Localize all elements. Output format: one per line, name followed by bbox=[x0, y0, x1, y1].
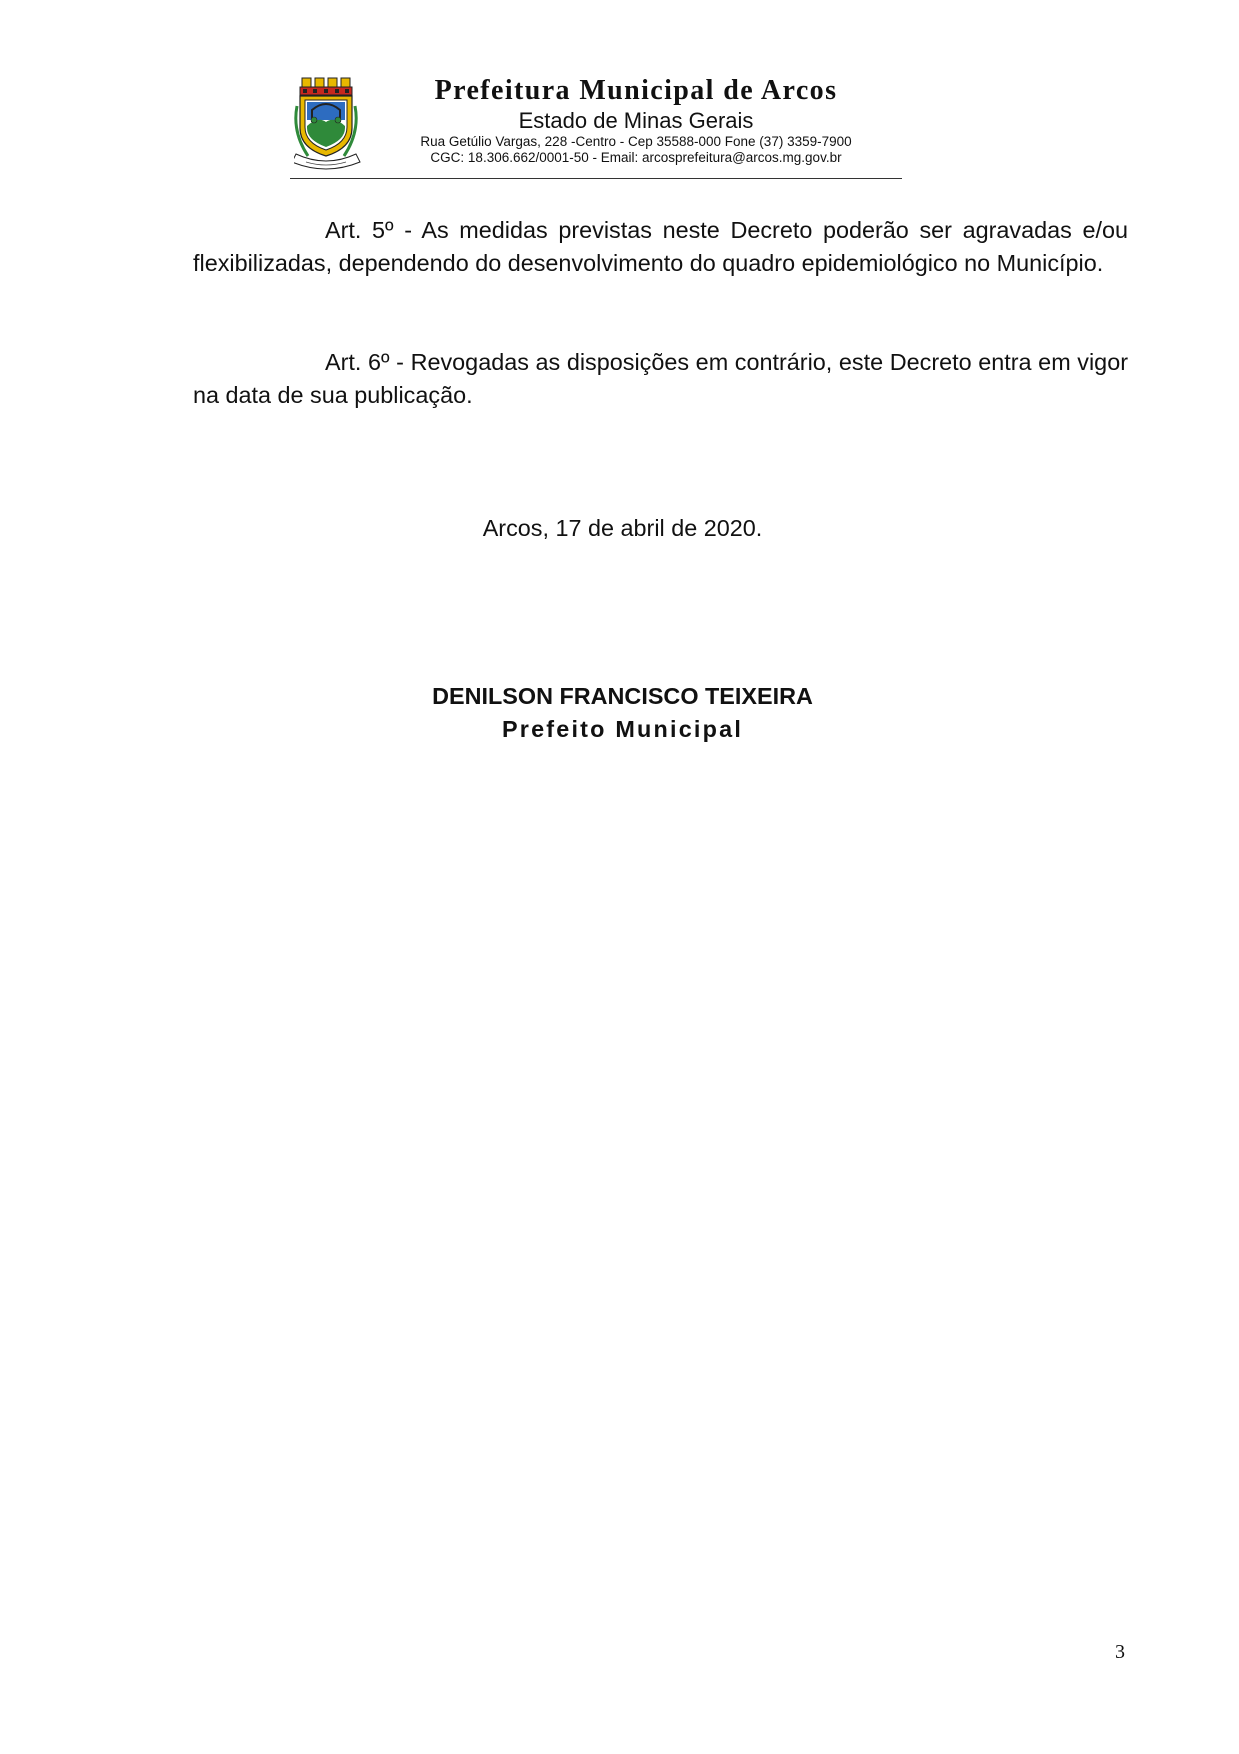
letterhead-text bbox=[370, 76, 902, 166]
municipal-coat-of-arms-icon bbox=[294, 76, 364, 174]
signatory-name: DENILSON FRANCISCO TEIXEIRA bbox=[432, 683, 813, 709]
article-5-text: Art. 5º - As medidas previstas neste Decreto poderão ser agravadas e/ou flexibilizadas, dependendo do desenvolvimento do quadro epidemiológico no Município. bbox=[193, 217, 1128, 276]
place-and-date: Arcos, 17 de abril de 2020. bbox=[482, 515, 763, 541]
letterhead-address: Rua Getúlio Vargas, 228 -Centro - Cep 35588-000 Fone (37) 3359-7900 bbox=[420, 134, 852, 149]
article-5-paragraph bbox=[193, 214, 1128, 280]
letterhead bbox=[290, 76, 902, 180]
article-6-text: Art. 6º - Revogadas as disposições em contrário, este Decreto entra em vigor na data de sua publicação. bbox=[193, 349, 1128, 408]
letterhead-title: Prefeitura Municipal de Arcos bbox=[434, 75, 838, 106]
letterhead-state: Estado de Minas Gerais bbox=[518, 108, 754, 133]
letterhead-divider bbox=[290, 178, 902, 179]
signatory-role: Prefeito Municipal bbox=[501, 716, 744, 742]
article-6-paragraph bbox=[193, 346, 1128, 412]
page-number: 3 bbox=[1115, 1641, 1125, 1663]
letterhead-contact: CGC: 18.306.662/0001-50 - Email: arcosprefeitura@arcos.mg.gov.br bbox=[430, 150, 842, 165]
